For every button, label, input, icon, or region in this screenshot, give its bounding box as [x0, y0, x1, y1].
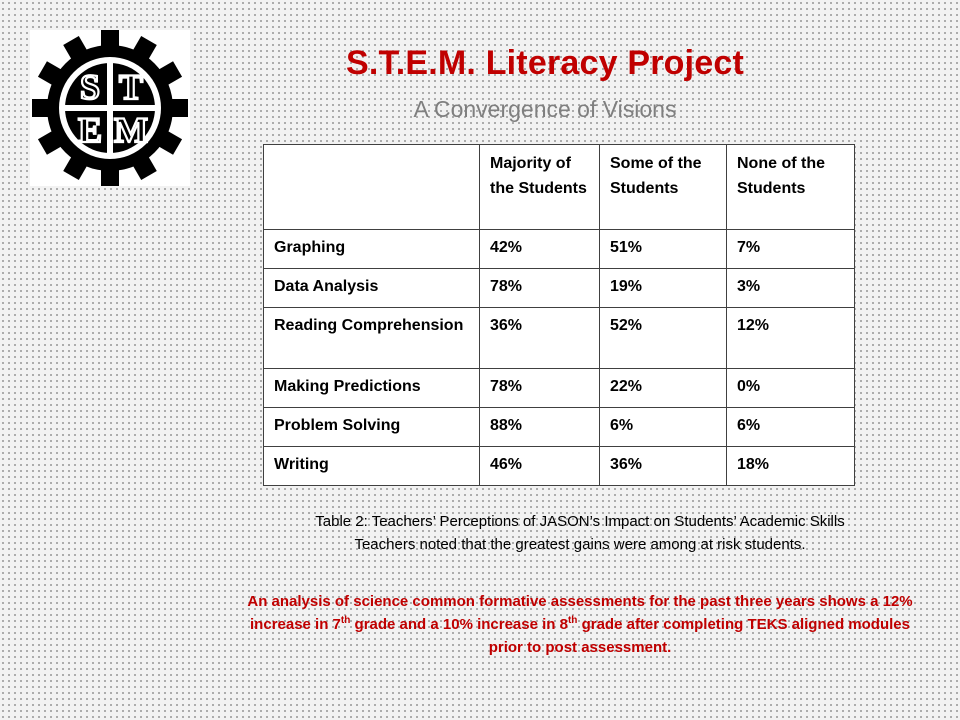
assessment-note: [240, 590, 920, 659]
note-sup-1: th: [340, 615, 351, 626]
caption-line-2: Teachers noted that the greatest gains were among at risk students.: [354, 536, 806, 553]
cell-majority: 46%: [480, 447, 600, 486]
cell-none: 6%: [727, 408, 855, 447]
row-label: Reading Comprehension: [264, 308, 480, 369]
cell-none: 18%: [727, 447, 855, 486]
row-label: Graphing: [264, 230, 480, 269]
table-caption: [260, 510, 900, 556]
cell-none: 0%: [727, 369, 855, 408]
note-part-2: grade and a 10% increase in 8: [350, 616, 568, 633]
note-part-3: grade after completing TEKS aligned modules prior to post assessment.: [488, 616, 910, 656]
logo-letter-t: T: [118, 67, 144, 107]
cell-majority: 78%: [480, 369, 600, 408]
row-label: Problem Solving: [264, 408, 480, 447]
table-row: [264, 308, 855, 369]
page-subtitle: A Convergence of Visions: [413, 96, 677, 122]
logo-letter-s: S: [79, 67, 101, 107]
page-title: S.T.E.M. Literacy Project: [345, 44, 745, 82]
cell-some: 6%: [600, 408, 727, 447]
logo-letter-e: E: [77, 110, 103, 150]
header-some: Some of the Students: [600, 145, 727, 230]
cell-none: 12%: [727, 308, 855, 369]
cell-none: 7%: [727, 230, 855, 269]
cell-none: 3%: [727, 269, 855, 308]
header-none: None of the Students: [727, 145, 855, 230]
cell-some: 52%: [600, 308, 727, 369]
stem-gear-logo: [30, 30, 190, 186]
table-row: [264, 447, 855, 486]
table-row: [264, 408, 855, 447]
cell-some: 51%: [600, 230, 727, 269]
cell-some: 19%: [600, 269, 727, 308]
row-label: Data Analysis: [264, 269, 480, 308]
table-row: [264, 269, 855, 308]
caption-line-1: Table 2: Teachers’ Perceptions of JASON’s Impact on Students’ Academic Skills: [315, 513, 845, 530]
cell-majority: 42%: [480, 230, 600, 269]
cell-majority: 78%: [480, 269, 600, 308]
cell-some: 36%: [600, 447, 727, 486]
cell-majority: 88%: [480, 408, 600, 447]
table-header-row: [264, 145, 855, 230]
cell-majority: 36%: [480, 308, 600, 369]
header-majority: Majority of the Students: [480, 145, 600, 230]
logo-letter-m: M: [114, 110, 148, 150]
cell-some: 22%: [600, 369, 727, 408]
row-label: Writing: [264, 447, 480, 486]
table-row: [264, 369, 855, 408]
header-cell-empty: [264, 145, 480, 230]
row-label: Making Predictions: [264, 369, 480, 408]
note-sup-2: th: [567, 615, 578, 626]
note-part-1: An analysis of science common formative assessments for the past three years shows a 12% increase in 7: [247, 593, 913, 633]
table-row: [264, 230, 855, 269]
skills-table: [263, 144, 855, 486]
